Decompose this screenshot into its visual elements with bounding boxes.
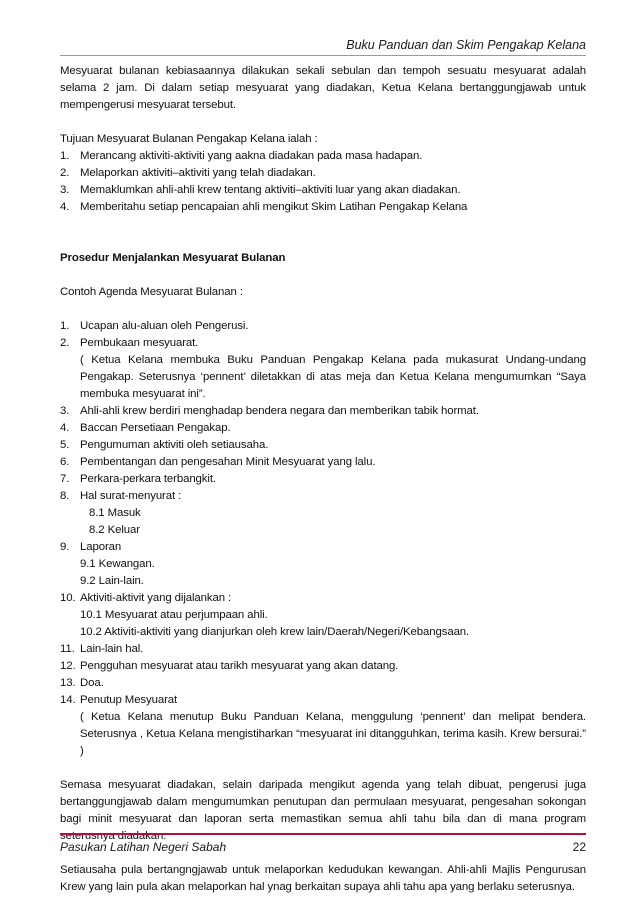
agenda-item-number: 12.	[60, 660, 76, 672]
agenda-item-number: 6.	[60, 456, 70, 468]
agenda-item	[60, 318, 586, 335]
agenda-item	[60, 590, 586, 607]
closing-paragraph: Semasa mesyuarat diadakan, selain daripada mengikut agenda yang telah dibuat, pengerusi juga bertanggungjawab dalam mengumumkan penutupan dan permulaan mesyuarat, pengesahan sokongan bagi minit mesyuarat dan laporan serta memastikan semua ahli tahu bila dan di mana program seterusnya diadakan.	[60, 779, 586, 842]
agenda-item	[60, 420, 586, 437]
agenda-title: Contoh Agenda Mesyuarat Bulanan :	[60, 286, 243, 298]
purpose-item	[60, 182, 586, 199]
purpose-item-number: 3.	[60, 184, 70, 196]
purpose-item-text: Melaporkan aktiviti–aktiviti yang telah diadakan.	[80, 167, 316, 179]
page-body	[60, 63, 586, 896]
footer-organization: Pasukan Latihan Negeri Sabah	[60, 840, 227, 854]
agenda-item-text: Pembentangan dan pengesahan Minit Mesyuarat yang lalu.	[80, 456, 376, 468]
agenda-item	[60, 692, 586, 709]
page-number: 22	[572, 840, 586, 854]
agenda-item-text: Baccan Persetiaan Pengakap.	[80, 422, 231, 434]
section-heading: Prosedur Menjalankan Mesyuarat Bulanan	[60, 252, 286, 264]
agenda-item-text: Lain-lain hal.	[80, 643, 144, 655]
agenda-item	[60, 641, 586, 658]
agenda-item-number: 1.	[60, 320, 70, 332]
purpose-item-number: 1.	[60, 150, 70, 162]
agenda-item-number: 11.	[60, 643, 75, 655]
agenda-item-text: Ucapan alu-aluan oleh Pengerusi.	[80, 320, 249, 332]
agenda-subitem: 8.1 Masuk	[89, 507, 141, 519]
agenda-item-text: Hal surat-menyurat :	[80, 490, 182, 502]
agenda-item-number: 13.	[60, 677, 76, 689]
agenda-item	[60, 488, 586, 505]
agenda-subitem: 9.2 Lain-lain.	[80, 575, 144, 587]
agenda-item	[60, 675, 586, 692]
agenda-item	[60, 658, 586, 675]
agenda-item-text: Doa.	[80, 677, 104, 689]
agenda-subitem: 9.1 Kewangan.	[80, 558, 155, 570]
agenda-item-text: Penutup Mesyuarat	[80, 694, 178, 706]
agenda-item	[60, 539, 586, 556]
agenda-item	[60, 471, 586, 488]
agenda-item	[60, 403, 586, 420]
purpose-item	[60, 199, 586, 216]
agenda-item-number: 5.	[60, 439, 70, 451]
footer-rule	[60, 833, 586, 835]
agenda-item-text: Perkara-perkara terbangkit.	[80, 473, 216, 485]
agenda-item-number: 2.	[60, 337, 70, 349]
agenda-item-number: 4.	[60, 422, 70, 434]
purpose-item-number: 2.	[60, 167, 70, 179]
agenda-item-number: 10.	[60, 592, 76, 604]
intro-paragraph: Mesyuarat bulanan kebiasaannya dilakukan sekali sebulan dan tempoh sesuatu mesyuarat adalah selama 2 jam. Di dalam setiap mesyuarat yang diadakan, Ketua Kelana bertanggungjawab untuk mempengerusi mesyuarat tersebut.	[60, 65, 586, 111]
agenda-subitem: 10.1 Mesyuarat atau perjumpaan ahli.	[80, 609, 268, 621]
agenda-note: ( Ketua Kelana membuka Buku Panduan Pengakap Kelana pada mukasurat Undang-undang Pengakap. Seterusnya ‘pennent’ diletakkan di atas meja dan Ketua Kelana mengumumkan “Saya membuka mesyuarat ini”.	[80, 354, 586, 400]
closing-paragraph: Setiausaha pula bertangngjawab untuk melaporkan kedudukan kewangan. Ahli-ahli Majlis Pengurusan Krew yang lain pula akan melaporkan hal ynag berkaitan supaya ahli tahu apa yang berlaku seterusnya.	[60, 864, 586, 893]
agenda-item-number: 3.	[60, 405, 70, 417]
agenda-item-text: Pembukaan mesyuarat.	[80, 337, 199, 349]
purpose-item-text: Memberitahu setiap pencapaian ahli mengikut Skim Latihan Pengakap Kelana	[80, 201, 468, 213]
agenda-item	[60, 335, 586, 352]
purpose-title: Tujuan Mesyuarat Bulanan Pengakap Kelana ialah :	[60, 133, 318, 145]
agenda-item-text: Laporan	[80, 541, 122, 553]
purpose-item-text: Merancang aktiviti-aktiviti yang aakna diadakan pada masa hadapan.	[80, 150, 423, 162]
agenda-item-text: Ahli-ahli krew berdiri menghadap bendera negara dan memberikan tabik hormat.	[80, 405, 479, 417]
agenda-note: ( Ketua Kelana menutup Buku Panduan Kelana, menggulung ‘pennent’ dan melipat bendera. Seterusnya , Ketua Kelana mengistiharkan “mesyuarat ini ditangguhkan, terima kasih. Krew bersurai.” )	[80, 711, 586, 757]
agenda-item-text: Aktiviti-aktivit yang dijalankan :	[80, 592, 232, 604]
header-rule	[60, 55, 586, 56]
agenda-item-text: Pengguhan mesyuarat atau tarikh mesyuarat yang akan datang.	[80, 660, 399, 672]
agenda-item-number: 14.	[60, 694, 76, 706]
agenda-subitem: 8.2 Keluar	[89, 524, 140, 536]
agenda-item-number: 8.	[60, 490, 70, 502]
purpose-item	[60, 148, 586, 165]
agenda-item-number: 9.	[60, 541, 70, 553]
agenda-item	[60, 437, 586, 454]
purpose-item-text: Memaklumkan ahli-ahli krew tentang aktiviti–aktiviti luar yang akan diadakan.	[80, 184, 461, 196]
purpose-item	[60, 165, 586, 182]
agenda-subitem: 10.2 Aktiviti-aktiviti yang dianjurkan oleh krew lain/Daerah/Negeri/Kebangsaan.	[80, 626, 470, 638]
purpose-item-number: 4.	[60, 201, 70, 213]
agenda-item	[60, 454, 586, 471]
running-header: Buku Panduan dan Skim Pengakap Kelana	[346, 38, 586, 52]
agenda-item-text: Pengumuman aktiviti oleh setiausaha.	[80, 439, 269, 451]
agenda-item-number: 7.	[60, 473, 70, 485]
